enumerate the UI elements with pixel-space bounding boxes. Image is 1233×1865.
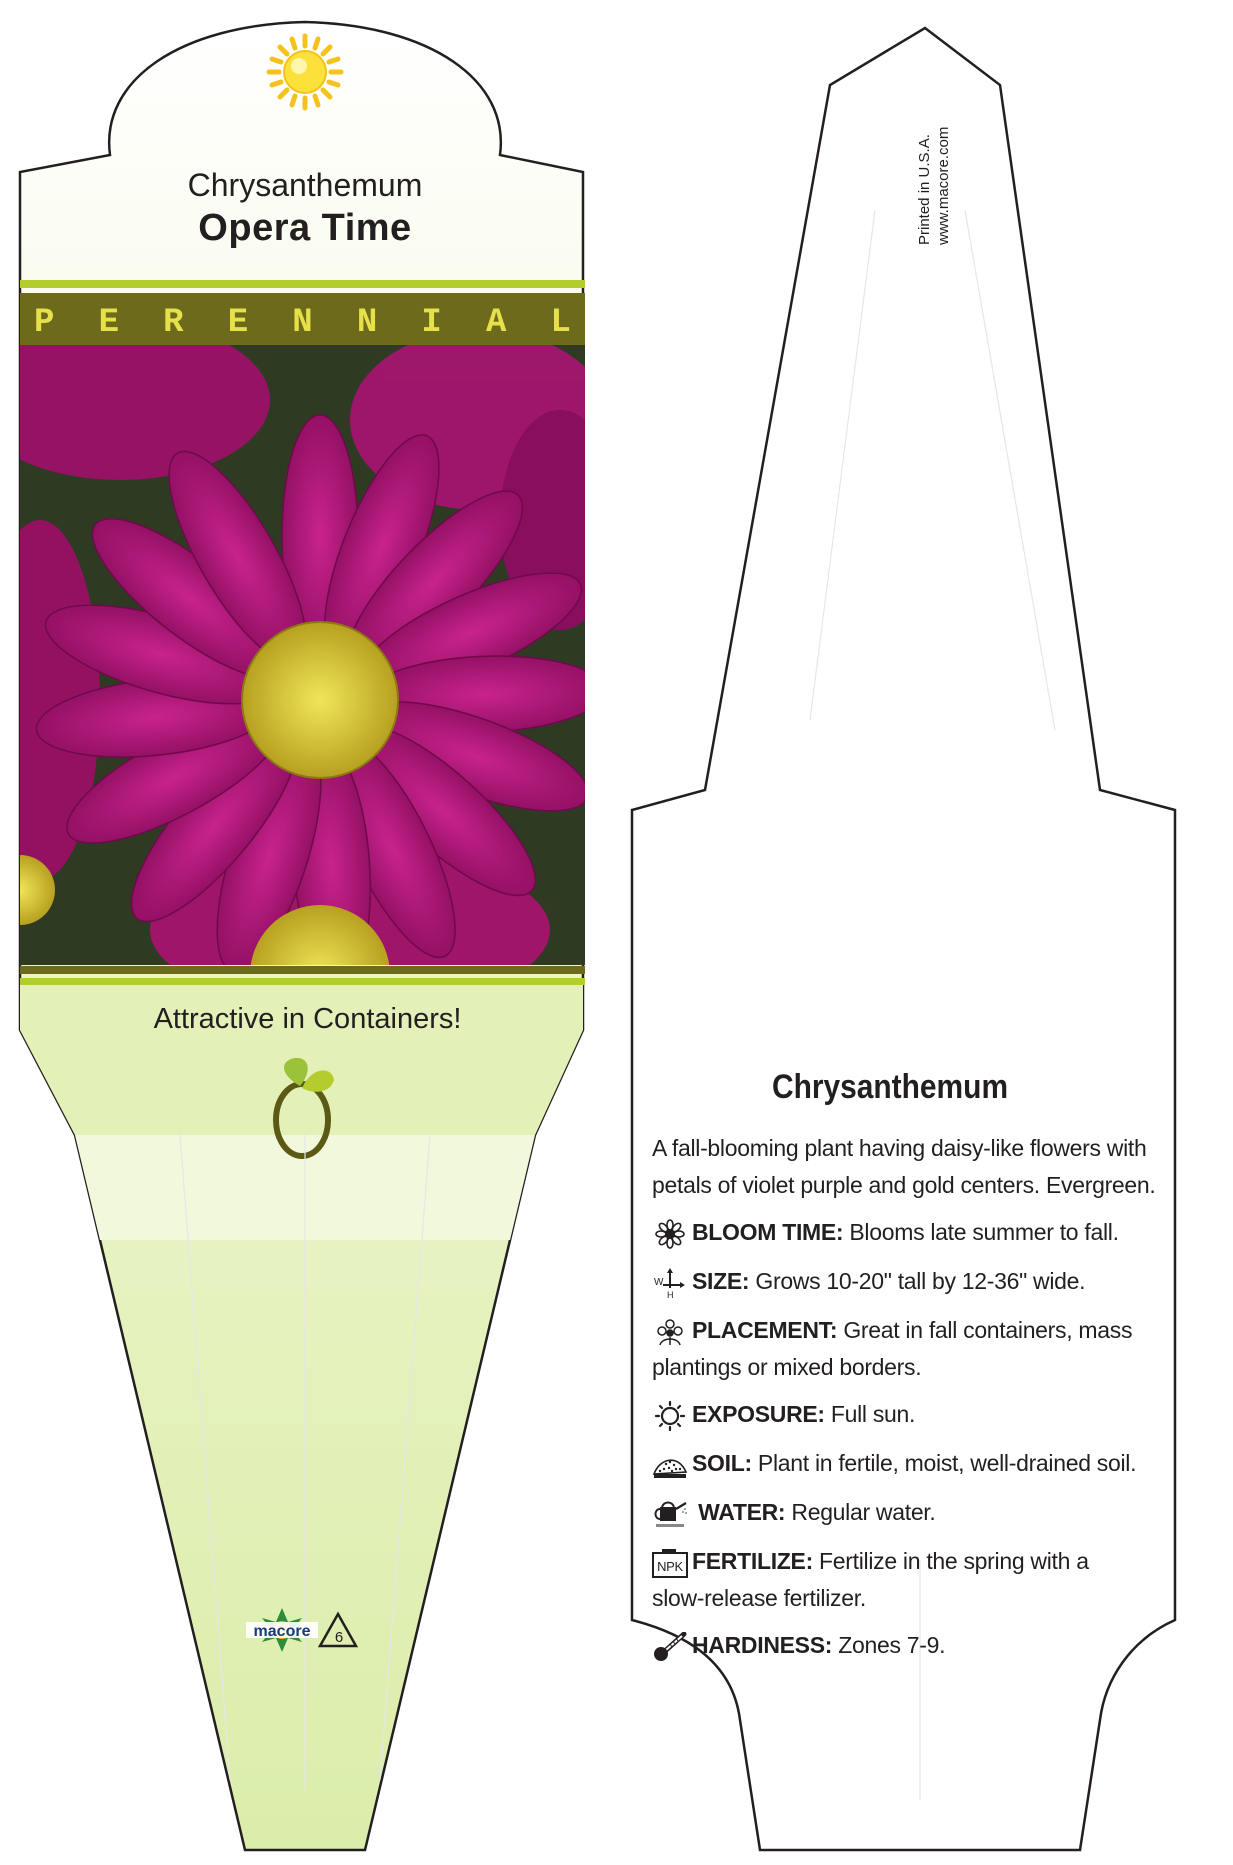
- category-letter: E: [98, 304, 119, 342]
- placement-icon: [652, 1317, 688, 1347]
- exposure-value: Full sun.: [824, 1401, 916, 1427]
- svg-text:W: W: [654, 1276, 664, 1288]
- plant-variety: Opera Time: [198, 207, 412, 249]
- placement-value: Great in fall containers, mass: [837, 1317, 1133, 1343]
- category-letter: I: [421, 304, 442, 342]
- fertilize-value: Fertilize in the spring with a: [812, 1548, 1089, 1574]
- placement-label: PLACEMENT:: [692, 1317, 838, 1343]
- soil-value: Plant in fertile, moist, well-drained soil.: [751, 1450, 1137, 1476]
- size-label: SIZE:: [692, 1268, 750, 1294]
- fertilize-row: [652, 1543, 1089, 1580]
- hardiness-label: HARDINESS:: [692, 1632, 833, 1658]
- watering-can-icon: [652, 1499, 688, 1529]
- bloom-time-label: BLOOM TIME:: [692, 1219, 844, 1245]
- category-letter: L: [550, 304, 571, 342]
- svg-text:6: 6: [334, 1629, 344, 1646]
- front-tag: [0, 22, 620, 1850]
- hardiness-value: Zones 7-9.: [832, 1632, 946, 1658]
- sun-outline-icon: [652, 1401, 688, 1431]
- water-label: WATER:: [698, 1499, 786, 1525]
- description-line: petals of violet purple and gold centers. Evergreen.: [652, 1172, 1156, 1198]
- soil-row: [652, 1445, 1136, 1482]
- bloom-time-value: Blooms late summer to fall.: [843, 1219, 1119, 1245]
- sun-icon: [269, 36, 341, 108]
- website-line: www.macore.com: [935, 126, 952, 245]
- size-icon: [652, 1268, 688, 1298]
- category-letter: N: [356, 304, 378, 342]
- flower-icon: [652, 1219, 688, 1249]
- category-letter: N: [292, 304, 313, 342]
- flower-photo: [0, 320, 620, 1045]
- svg-text:H: H: [667, 1289, 674, 1298]
- size-row: [652, 1263, 1085, 1300]
- fertilize-continued: slow-release fertilizer.: [652, 1585, 866, 1611]
- printed-note: [895, 85, 965, 245]
- category-letter: E: [227, 304, 249, 342]
- description-line: A fall-blooming plant having daisy-like flowers with: [652, 1135, 1147, 1161]
- soil-label: SOIL:: [692, 1450, 752, 1476]
- water-value: Regular water.: [785, 1499, 936, 1525]
- exposure-label: EXPOSURE:: [692, 1401, 825, 1427]
- hardiness-row: [652, 1627, 945, 1664]
- thermometer-icon: [652, 1632, 688, 1662]
- fertilize-label: FERTILIZE:: [692, 1548, 813, 1574]
- category-letter: R: [163, 304, 184, 342]
- size-value: Grows 10-20" tall by 12-36" wide.: [749, 1268, 1086, 1294]
- back-title: Chrysanthemum: [771, 1068, 1009, 1106]
- svg-text:macore: macore: [253, 1623, 311, 1640]
- bloom-time-row: [652, 1214, 1119, 1251]
- svg-text:NPK: NPK: [657, 1558, 683, 1574]
- category-letter: A: [485, 304, 507, 342]
- plant-genus: Chrysanthemum: [187, 167, 423, 203]
- printed-line: Printed in U.S.A.: [916, 134, 933, 245]
- soil-icon: [652, 1450, 688, 1480]
- category-banner: [20, 303, 585, 343]
- tagline: Attractive in Containers!: [153, 1003, 462, 1035]
- category-letter: P: [34, 304, 55, 342]
- exposure-row: [652, 1396, 915, 1433]
- placement-row: [652, 1312, 1132, 1349]
- placement-continued: plantings or mixed borders.: [652, 1354, 922, 1380]
- npk-icon: [652, 1548, 688, 1578]
- water-row: [652, 1494, 936, 1531]
